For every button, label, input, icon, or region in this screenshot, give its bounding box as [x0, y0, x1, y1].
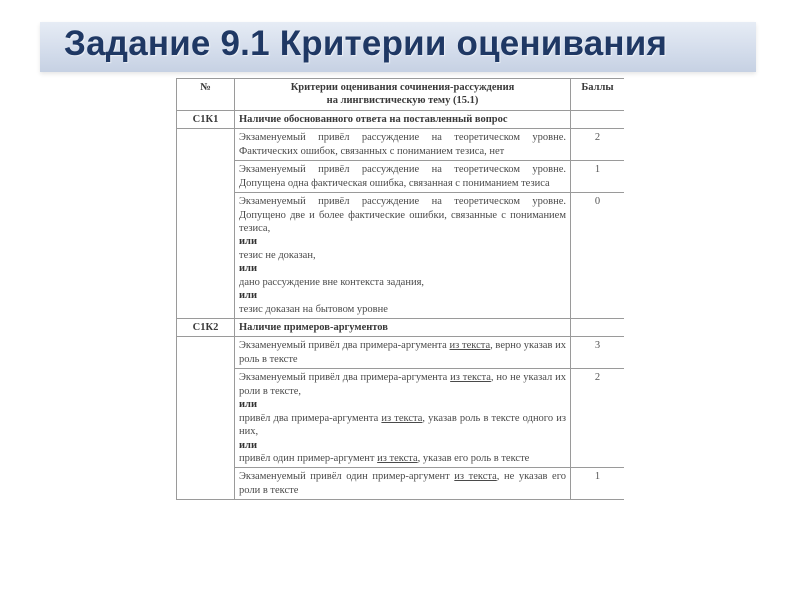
underlined-phrase: из текста: [381, 412, 423, 424]
criterion-description: Экзаменуемый привёл рассуждение на теоретическом уровне. Допущено две и более фактические ошибки, связанные с пониманием тезиса,: [239, 196, 566, 234]
criterion-description: Экзаменуемый привёл два примера-аргумента: [239, 340, 450, 352]
criterion-k2-row: [177, 319, 625, 337]
criterion-description: Экзаменуемый привёл рассуждение на теоретическом уровне. Фактических ошибок, связанных с пониманием тезиса, нет: [235, 129, 571, 161]
criterion-code: С1К2: [177, 319, 235, 337]
criterion-title: Наличие примеров-аргументов: [235, 319, 571, 337]
score-value: 0: [571, 193, 625, 319]
underlined-phrase: из текста: [454, 471, 497, 483]
underlined-phrase: из текста: [377, 452, 418, 464]
score-value: 1: [571, 468, 625, 500]
or-separator: или: [239, 236, 257, 248]
or-separator: или: [239, 290, 257, 302]
criterion-description-tail: , но не указал их роли в тексте,: [239, 372, 566, 397]
header-number: №: [177, 79, 235, 111]
empty-code-cell: [177, 337, 235, 500]
empty-score-cell: [571, 319, 625, 337]
criteria-table-container: [176, 78, 624, 590]
alternative-text: дано рассуждение вне контекста задания,: [239, 276, 425, 288]
alternative-text-line: [239, 452, 566, 465]
empty-score-cell: [571, 110, 625, 128]
criterion-title: Наличие обоснованного ответа на поставленный вопрос: [235, 110, 571, 128]
criterion-description-line: [239, 371, 566, 398]
or-separator: или: [239, 263, 257, 275]
underlined-phrase: из текста: [450, 372, 491, 384]
alternative-text: тезис доказан на бытовом уровне: [239, 303, 388, 315]
header-criteria-line2: на лингвистическую тему (15.1): [326, 95, 479, 107]
header-points: Баллы: [571, 79, 625, 111]
table-row: [177, 468, 625, 500]
criterion-description-block: [235, 369, 571, 468]
criterion-description: Экзаменуемый привёл один пример-аргумент: [239, 471, 455, 483]
score-value: 3: [571, 337, 625, 369]
criterion-description-block: [235, 468, 571, 500]
table-row: [177, 337, 625, 369]
criterion-description-block: [235, 193, 571, 319]
criterion-description: Экзаменуемый привёл рассуждение на теоретическом уровне. Допущена одна фактическая ошибка, связанная с пониманием тезиса: [235, 161, 571, 193]
table-row: [177, 369, 625, 468]
criterion-description-tail: , не указав его роли в тексте: [239, 471, 566, 496]
alternative-text-tail: , указав роль в тексте одного из них,: [239, 412, 567, 438]
table-row: [177, 129, 625, 161]
slide-title: Задание 9.1 Критерии оценивания: [64, 24, 668, 63]
empty-code-cell: [177, 129, 235, 319]
table-row: [177, 193, 625, 319]
criteria-table: [176, 78, 624, 500]
criterion-code: С1К1: [177, 110, 235, 128]
score-value: 2: [571, 369, 625, 468]
alternative-text: привёл один пример-аргумент: [239, 452, 378, 464]
alternative-text: привёл два примера-аргумента: [239, 412, 382, 424]
or-separator: или: [239, 399, 257, 411]
alternative-text-line: [239, 412, 566, 439]
alternative-text-tail: , указав его роль в тексте: [417, 452, 530, 464]
or-separator: или: [239, 439, 257, 451]
criterion-k1-row: [177, 110, 625, 128]
criterion-description-block: [235, 337, 571, 369]
header-criteria-line1: Критерии оценивания сочинения-рассуждения: [290, 82, 515, 93]
score-value: 1: [571, 161, 625, 193]
header-criteria: [235, 79, 571, 111]
criterion-description: Экзаменуемый привёл два примера-аргумента: [239, 372, 451, 384]
criterion-description-tail: , верно указав их роль в тексте: [239, 340, 566, 365]
underlined-phrase: из текста: [449, 340, 491, 352]
alternative-text: тезис не доказан,: [239, 249, 316, 261]
table-header-row: [177, 79, 625, 111]
score-value: 2: [571, 129, 625, 161]
table-row: [177, 161, 625, 193]
